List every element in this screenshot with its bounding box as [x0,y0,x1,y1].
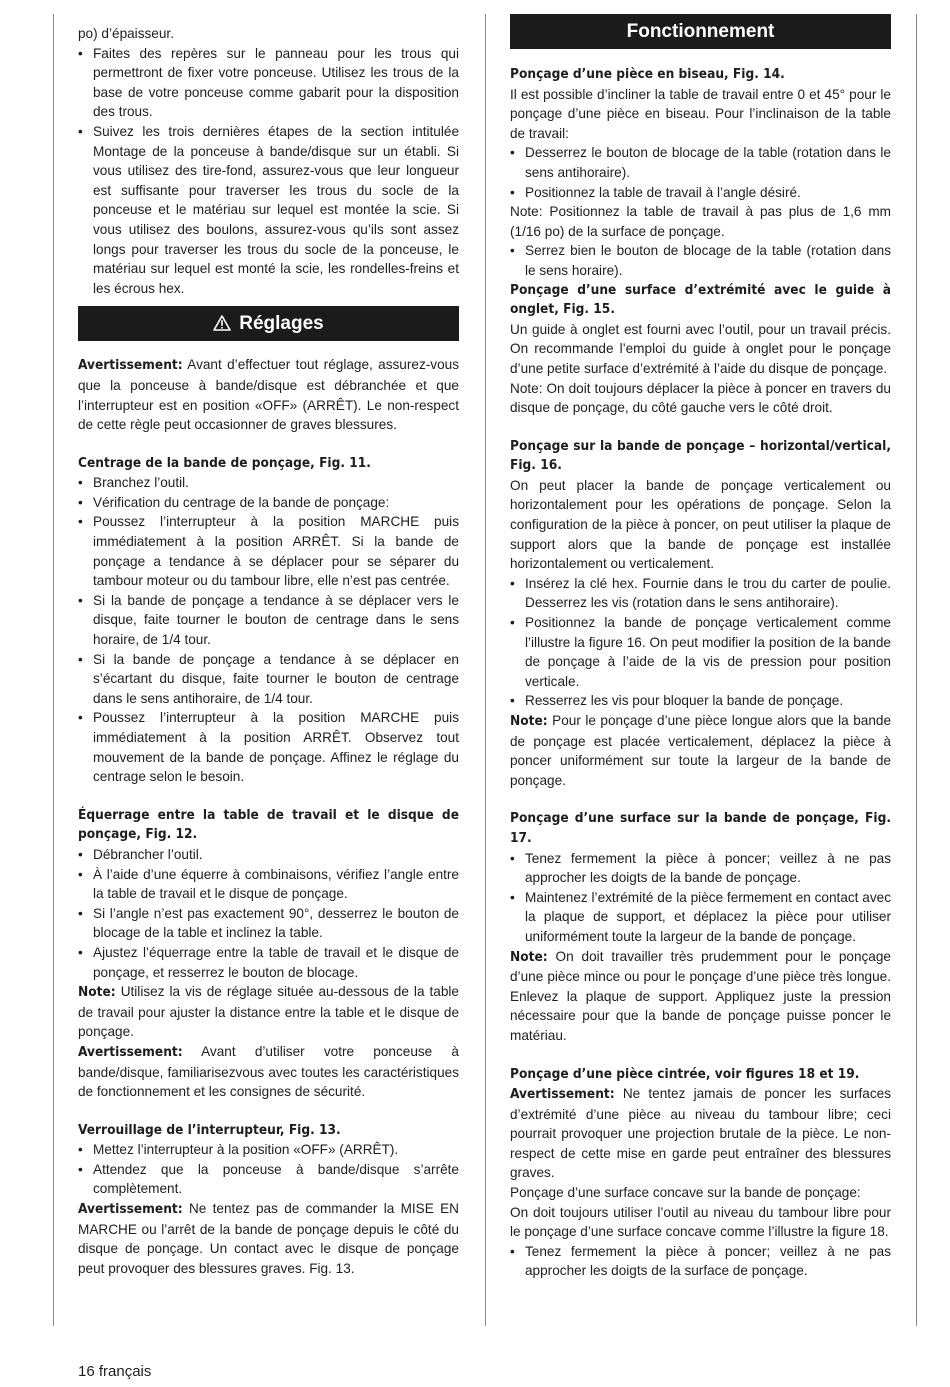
bullet-item: • Tenez fermement la pièce à poncer; veillez à ne pas approcher les doigts de la bande de ponçage. [510,849,891,888]
paragraph-label: Avertissement: [510,1086,615,1103]
paragraph-text: Ne tentez pas de commander la MISE EN MARCHE ou l’arrêt de la bande de ponçage depuis le côté du disque de ponçage. Un contact avec le disque de ponçage peut provoquer des blessures graves. Fig. 13. [78,1201,459,1276]
bullet-item: • Poussez l’interrupteur à la position MARCHE puis immédiatement à la position ARRÊT. Si la bande de ponçage a tendance à se déplacer pour se séparer du tambour moteur ou du tambour libre, elle n’est pas centrée. [78,512,459,590]
paragraph-text: Avant d’utiliser votre ponceuse à bande/disque, familiarisezvous avec toutes les caractéristiques de fonctionnement et les consignes de sécurité. [78,1043,459,1100]
warning-triangle-icon [213,315,231,331]
bullet-item: • Débrancher l’outil. [78,845,459,865]
heading-horizontal-vertical: Ponçage sur la bande de ponçage – horizontal/vertical, Fig. 16. [510,437,891,474]
section-banner-title: Fonctionnement [626,21,775,42]
biseau-steps [510,85,891,281]
paragraph-text: Utilisez la vis de réglage située au-dessous de la table de travail pour ajuster la distance entre la table et le disque de ponçage. [78,984,459,1040]
paragraph: Note: On doit toujours déplacer la pièce à poncer en travers du disque de ponçage, du côté gauche vers le côté droit. [510,380,891,416]
paragraph: On peut placer la bande de ponçage verticalement ou horizontalement pour les opérations de ponçage. Selon la configuration de la pièce à poncer, on peut utiliser la plaque de support alors que la bande de ponçage est installée horizontalement ou verticalement. [510,477,891,572]
column-rule-right [916,14,917,1326]
heading-piece-cintree: Ponçage d’une pièce cintrée, voir figures 18 et 19. [510,1065,860,1082]
heading-equerrage: Équerrage entre la table de travail et le disque de ponçage, Fig. 12. [78,806,459,843]
page-number: 16 français [78,1363,152,1380]
paragraph: po) d’épaisseur. [78,26,174,41]
labeled-paragraph [78,1199,459,1278]
section-banner-reglages [78,306,459,341]
section-banner-fonctionnement [510,14,891,49]
centrage-steps [78,473,459,787]
labeled-paragraph [510,1084,891,1183]
piece-cintree-body [510,1084,891,1281]
heading-centrage: Centrage de la bande de ponçage, Fig. 11. [78,454,371,471]
heading-biseau: Ponçage d’une pièce en biseau, Fig. 14. [510,66,785,82]
labeled-paragraph [78,1042,459,1102]
bullet-item: • Serrez bien le bouton de blocage de la table (rotation dans le sens horaire). [510,241,891,280]
heading-guide-onglet: Ponçage d’une surface d’extrémité avec le guide à onglet, Fig. 15. [510,281,891,318]
left-column [78,24,459,1278]
labeled-paragraph [510,711,891,790]
paragraph: Ponçage d’une surface concave sur la bande de ponçage: [510,1185,861,1201]
column-rule-left [53,14,54,1326]
paragraph-label: Avertissement: [78,1043,183,1060]
bullet-item: • Positionnez la bande de ponçage verticalement comme l’illustre la figure 16. On peut modifier la position de la bande de ponçage à l’aide de la vis de pression pour position verticale. [510,613,891,691]
bullet-item: • Poussez l’interrupteur à la position MARCHE puis immédiatement à la position ARRÊT. Observez tout mouvement de la bande de ponçage. Affinez le réglage du centrage selon le besoin. [78,708,459,786]
column-rule-middle [485,14,486,1326]
labeled-paragraph [510,947,891,1046]
section-banner-title: Réglages [239,313,324,335]
bullet-item: • Tenez fermement la pièce à poncer; veillez à ne pas approcher les doigts de la surface de ponçage. [510,1242,891,1281]
horizontal-vertical-body [510,476,891,791]
bullet-item: • Resserrez les vis pour bloquer la bande de ponçage. [510,691,891,711]
paragraph: Il est possible d’incliner la table de travail entre 0 et 45° pour le ponçage d’une pièce en biseau. Pour l’inclinaison de la table de travail: [510,86,891,141]
paragraph-label: Note: [510,713,548,729]
heading-verrouillage: Verrouillage de l’interrupteur, Fig. 13. [78,1121,341,1138]
paragraph-text: On doit travailler très prudemment pour le ponçage d’une pièce mince ou pour le ponçage d’une pièce très longue. Enlevez la plaque de support. Appliquez juste la pression nécessaire pour que la bande de ponçage puisse poncer le matériau. [510,948,891,1043]
bullet-item: • Vérification du centrage de la bande de ponçage: [78,493,459,513]
paragraph-label: Avertissement: [78,1201,183,1218]
guide-onglet-body [510,320,891,418]
intro-block [78,24,459,298]
bullet-item: • Si la bande de ponçage a tendance à se déplacer en s’écartant du disque, faite tourner le bouton de centrage dans le sens antihoraire, de 1/4 tour. [78,650,459,709]
bullet-item: • Attendez que la ponceuse à bande/disque s’arrête complètement. [78,1160,459,1199]
bullet-item: • Suivez les trois dernières étapes de la section intitulée Montage de la ponceuse à bande/disque sur un établi. Si vous utilisez des tire-fond, assurez-vous que leur longueur est suffisante pour traverser les trous du socle de la ponceuse et le matériau sur lequel est montée la scie. Si vous utilisez des boulons, assurez-vous qu’ils sont assez longs pour traverser les trous du socle de la ponceuse, le matériau sur lequel est monté la scie, les rondelles-freins et les écrous hex. [78,122,459,298]
paragraph: Note: Positionnez la table de travail à pas plus de 1,6 mm (1/16 po) de la surface de ponçage. [510,204,891,239]
paragraph: Un guide à onglet est fourni avec l’outil, pour un travail précis. On recommande l’emploi du guide à onglet pour le ponçage d’une petite surface d’extrémité à l’aide du disque de ponçage. [510,321,891,376]
paragraph-label: Note: [510,948,548,965]
right-column [510,14,891,1281]
paragraph-text: Ne tentez jamais de poncer les surfaces d’extrémité d’une pièce au niveau du tambour libre; ceci pourrait provoquer une projection brutale de la pièce. Le non-respect de cette mise en garde peut entraîner des blessures graves. [510,1086,891,1181]
verrouillage-steps [78,1140,459,1278]
bullet-item: • Si la bande de ponçage a tendance à se déplacer vers le disque, faite tourner le bouton de centrage dans le sens horaire, de 1/4 tour. [78,591,459,650]
warning-label: Avertissement: [78,357,183,374]
bullet-item: • Mettez l’interrupteur à la position «OFF» (ARRÊT). [78,1140,459,1160]
bullet-item: • Si l’angle n’est pas exactement 90°, desserrez le bouton de blocage de la table et inclinez la table. [78,904,459,943]
warning-paragraph [78,355,459,434]
paragraph: On doit toujours utiliser l’outil au niveau du tambour libre pour le ponçage d’une surface concave comme l’illustre la figure 18. [510,1204,891,1240]
warning-text: Avant d’effectuer tout réglage, assurez-vous que la ponceuse à bande/disque est débranchée et que l’interrupteur est en position «OFF» (ARRÊT). Le non-respect de cette règle peut occasionner de graves blessures. [78,357,459,433]
heading-surface-bande: Ponçage d’une surface sur la bande de ponçage, Fig. 17. [510,810,891,846]
bullet-item: • Branchez l’outil. [78,473,459,493]
paragraph-text: Pour le ponçage d’une pièce longue alors que la bande de ponçage est placée verticalement, déplacez la pièce à poncer uniformément sur toute la largeur de la bande de ponçage. [510,713,891,788]
bullet-item: • Positionnez la table de travail à l’angle désiré. [510,183,891,203]
bullet-item: • Maintenez l’extrémité de la pièce fermement en contact avec la plaque de support, et déplacez la pièce pour utiliser uniformément toute la largeur de la bande de ponçage. [510,888,891,947]
paragraph-label: Note: [78,984,116,1001]
surface-bande-body [510,849,891,1046]
bullet-item: • Ajustez l’équerrage entre la table de travail et le disque de ponçage, et resserrez le bouton de blocage. [78,943,459,982]
bullet-item: • Desserrez le bouton de blocage de la table (rotation dans le sens antihoraire). [510,143,891,182]
labeled-paragraph [78,982,459,1042]
bullet-item: • Faites des repères sur le panneau pour les trous qui permettront de fixer votre ponceuse. Utilisez les trous de la base de votre ponceuse comme gabarit pour la disposition des trous. [78,44,459,122]
bullet-item: • Insérez la clé hex. Fournie dans le trou du carter de poulie. Desserrez les vis (rotation dans le sens antihoraire). [510,574,891,613]
bullet-item: • À l’aide d’une équerre à combinaisons, vérifiez l’angle entre la table de travail et le disque de ponçage. [78,865,459,904]
equerrage-steps [78,845,459,1102]
